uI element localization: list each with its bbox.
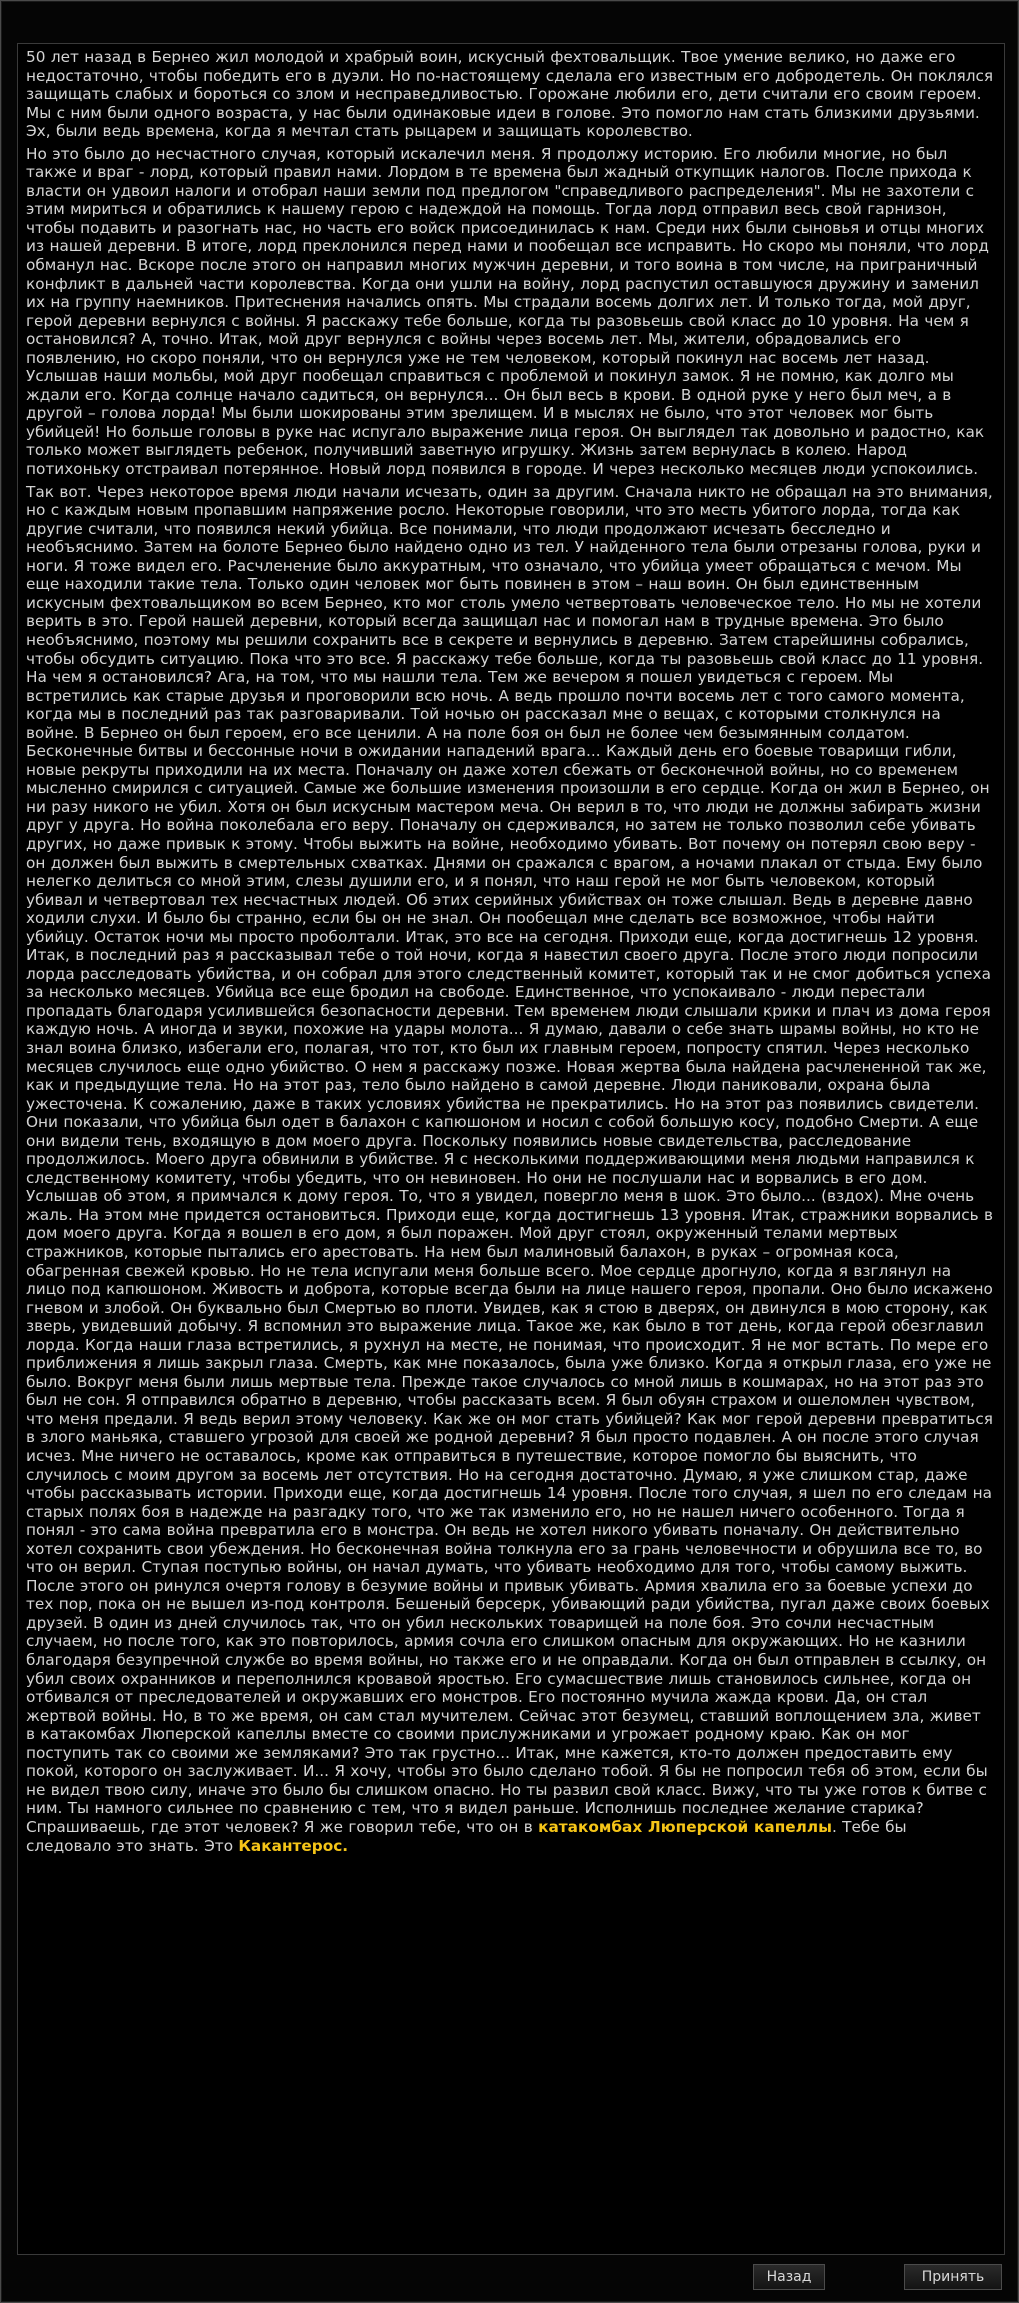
accept-button[interactable]: Принять — [904, 2264, 1002, 2290]
location-highlight: катакомбах Люперской капеллы — [538, 1817, 832, 1836]
back-button[interactable]: Назад — [753, 2264, 825, 2290]
end-punctuation: . — [342, 1836, 349, 1855]
story-paragraph-1: 50 лет назад в Бернео жил молодой и храбрый воин, искусный фехтовальщик. Твое умение велико, но даже его недостаточно, чтобы победить его в дуэли. Но по-настоящему сделала его известным его добродетель. Он поклялся защищать слабых и бороться со злом и несправедливостью. Горожане любили его, дети считали его своим героем. Мы с ним были одного возраста, у нас были одинаковые идеи в голове. Это помогло нам стать близкими друзьями. Эх, были ведь времена, когда я мечтал стать рыцарем и защищать королевство. — [26, 48, 994, 141]
story-after-location: . Тебе бы следовало это знать. Это — [26, 1817, 907, 1855]
story-paragraph-3 — [26, 483, 994, 1855]
story-paragraph-3-text: Так вот. Через некоторое время люди начали исчезать, один за другим. Сначала никто не обращал на это внимания, но с каждым новым пропавшим напряжение росло. Некоторые говорили, что это месть убитого лорда, тогда как другие считали, что появился некий убийца. Все понимали, что люди продолжают исчезать бесследно и необъяснимо. Затем на болоте Бернео было найдено одно из тел. У найденного тела были отрезаны голова, руки и ноги. Я тоже видел его. Расчленение было аккуратным, что означало, что убийца умеет обращаться с мечом. Мы еще находили такие тела. Только один человек мог быть повинен в этом – наш воин. Он был единственным искусным фехтовальщиком во всем Бернео, кто мог столь умело четвертовать человеческое тело. Но мы не хотели верить в это. Герой нашей деревни, который всегда защищал нас и помогал нам в трудные времена. Это было необъяснимо, поэтому мы решили сохранить все в секрете и вернулись в деревню. Затем старейшины собрались, чтобы обсудить ситуацию. Пока что это все. Я расскажу тебе больше, когда ты разовьешь свой класс до 11 уровня. На чем я остановился? Ага, на том, что мы нашли тела. Тем же вечером я пошел увидеться с героем. Мы встретились как старые друзья и проговорили всю ночь. А ведь прошло почти восемь лет с того самого момента, когда мы в последний раз так разговаривали. Той ночью он рассказал мне о вещах, с которыми столкнулся на войне. В Бернео он был героем, его все ценили. А на поле боя он был не более чем безымянным солдатом. Бесконечные битвы и бессонные ночи в ожидании нападений врага... Каждый день его боевые товарищи гибли, новые рекруты приходили на их места. Поначалу он даже хотел сбежать от бесконечной войны, но со временем мысленно смирился с ситуацией. Самые же большие изменения произошли в его сердце. Когда он жил в Бернео, он ни разу никого не убил. Хотя он был искусным мастером меча. Он верил в то, что люди не должны забирать жизни друг у друга. Но война поколебала его веру. Поначалу он сдерживался, но затем не только позволил себе убивать других, но даже привык к этому. Чтобы выжить на войне, необходимо убивать. Вот почему он потерял свою веру - он должен был выжить в смертельных схватках. Днями он сражался с врагом, а ночами плакал от стыда. Ему было нелегко делиться со мной этим, слезы душили его, и я понял, что наш герой не мог быть человеком, который убивал и четвертовал тех несчастных людей. Об этих серийных убийствах он тоже слышал. Ведь в деревне давно ходили слухи. И было бы странно, если бы он не знал. Он пообещал мне сделать все возможное, чтобы найти убийцу. Остаток ночи мы просто проболтали. Итак, это все на сегодня. Приходи еще, когда достигнешь 12 уровня. Итак, в последний раз я рассказывал тебе о той ночи, когда я навестил своего друга. После этого люди попросили лорда расследовать убийства, и он собрал для этого следственный комитет, который так и не смог добиться успеха за несколько месяцев. Убийца все еще бродил на свободе. Единственное, что успокаивало - люди перестали пропадать благодаря усилившейся безопасности деревни. Тем временем люди слышали крики и плач из дома героя каждую ночь. А иногда и звуки, похожие на удары молота... Я думаю, давали о себе знать шрамы войны, но кто не знал воина близко, избегали его, полагая, что тот, кто был их главным героем, попросту спятил. Через несколько месяцев случилось еще одно убийство. О нем я расскажу позже. Новая жертва была найдена расчлененной так же, как и предыдущие тела. Но на этот раз, тело было найдено в самой деревне. Люди паниковали, охрана была ужесточена. К сожалению, даже в таких условиях убийства не прекратились. Но на этот раз появились свидетели. Они показали, что убийца был одет в балахон с капюшоном и носил с собой большую косу, подобно Смерти. А еще они видели тень, входящую в дом моего друга. Поскольку появились новые свидетельства, расследование продолжилось. Моего друга обвинили в убийстве. Я с несколькими поддерживающими меня людьми направился к следственному комитету, чтобы убедить, что он невиновен. Но они не послушали нас и ворвались в его дом. Услышав об этом, я примчался к дому героя. То, что я увидел, повергло меня в шок. Это было... (вздох). Мне очень жаль. На этом мне придется остановиться. Приходи еще, когда достигнешь 13 уровня. Итак, стражники ворвались в дом моего друга. Когда я вошел в его дом, я был поражен. Мой друг стоял, окруженный телами мертвых стражников, которые пытались его арестовать. На нем был малиновый балахон, в руках – огромная коса, обагренная свежей кровью. Но не тела испугали меня больше всего. Мое сердце дрогнуло, когда я взглянул на лицо под капюшоном. Живость и доброта, которые всегда были на лице нашего героя, пропали. Оно было искажено гневом и злобой. Он буквально был Смертью во плоти. Увидев, как я стою в дверях, он двинулся в мою сторону, как зверь, увидевший добычу. Я вспомнил это выражение лица. Такое же, как было в тот день, когда герой обезглавил лорда. Когда наши глаза встретились, я рухнул на месте, не понимая, что происходит. Я не мог встать. По мере его приближения я лишь закрыл глаза. Смерть, как мне показалось, была уже близко. Когда я открыл глаза, его уже не было. Вокруг меня были лишь мертвые тела. Прежде такое случалось со мной лишь в кошмарах, но на этот раз это был не сон. Я отправился обратно в деревню, чтобы рассказать всем. Я был обуян страхом и ошеломлен чувством, что меня предали. Я ведь верил этому человеку. Как же он мог стать убийцей? Как мог герой деревни превратиться в злого маньяка, ставшего угрозой для своей же родной деревни? Я был просто подавлен. А он после этого случая исчез. Мне ничего не оставалось, кроме как отправиться в путешествие, которое помогло бы выяснить, что случилось с моим другом за восемь лет отсутствия. Но на сегодня достаточно. Думаю, я уже слишком стар, даже чтобы рассказывать истории. Приходи еще, когда достигнешь 14 уровня. После того случая, я шел по его следам на старых полях боя в надежде на разгадку того, что же так изменило его, но не нашел ничего особенного. Тогда я понял - это сама война превратила его в монстра. Он ведь не хотел никого убивать поначалу. Он действительно хотел сохранить свои убеждения. Но бесконечная война толкнула его за грань человечности и обрушила все то, во что он верил. Ступая поступью войны, он начал думать, что убивать необходимо для того, чтобы самому выжить. После этого он ринулся очертя голову в безумие войны и привык убивать. Армия хвалила его за боевые успехи до тех пор, пока он не вышел из-под контроля. Бешеный берсерк, убивающий ради убийства, пугал даже своих боевых друзей. В один из дней случилось так, что он убил нескольких товарищей на поле боя. Это сочли несчастным случаем, но после того, как это повторилось, армия сочла его слишком опасным для окружающих. Но не казнили благодаря безупречной службе во время войны, но также его и не оправдали. Когда он был отправлен в ссылку, он убил своих охранников и переполнился кровавой яростью. Его сумасшествие лишь становилось сильнее, когда он отбивался от преследователей и окружавших его монстров. Его постоянно мучила жажда крови. Да, он стал жертвой войны. Но, в то же время, он сам стал мучителем. Сейчас этот безумец, ставший воплощением зла, живет в катакомбах Люперской капеллы вместе со своими прислужниками и угрожает родному краю. Как он мог поступить так со своими же земляками? Это так грустно... Итак, мне кажется, кто-то должен предоставить ему покой, которого он заслуживает. И... Я хочу, чтобы это было сделано тобой. Я бы не попросил тебя об этом, если бы не видел твою силу, иначе это было бы слишком опасно. Но ты развил свой класс. Вижу, что ты уже готов к битве с ним. Ты намного сильнее по сравнению с тем, что я видел раньше. Исполнишь последнее желание старика? Спрашиваешь, где этот человек? Я же говорил тебе, что он в — [26, 482, 994, 1836]
story-paragraph-2: Но это было до несчастного случая, который искалечил меня. Я продолжу историю. Его любили многие, но был также и враг - лорд, который правил нами. Лордом в те времена был жадный откупщик налогов. После прихода к власти он удвоил налоги и отобрал наши земли под предлогом "справедливого распределения". Мы не захотели с этим мириться и обратились к нашему герою с надеждой на помощь. Тогда лорд отправил весь свой гарнизон, чтобы подавить и разогнать нас, но часть его войск присоединилась к нам. Среди них были сыновья и отцы многих из нашей деревни. В итоге, лорд преклонился перед нами и пообещал все исправить. Но скоро мы поняли, что лорд обманул нас. Вскоре после этого он направил многих мужчин деревни, и того воина в том числе, на приграничный конфликт в дальней части королевства. Когда они ушли на войну, лорд распустил оставшуюся дружину и заменил их на группу наемников. Притеснения начались опять. Мы страдали восемь долгих лет. И только тогда, мой друг, герой деревни вернулся с войны. Я расскажу тебе больше, когда ты разовьешь свой класс до 10 уровня. На чем я остановился? А, точно. Итак, мой друг вернулся с войны через восемь лет. Мы, жители, обрадовались его появлению, но скоро поняли, что он вернулся уже не тем человеком, который покинул нас восемь лет назад. Услышав наши мольбы, мой друг пообещал справиться с проблемой и покинул замок. Я не помню, как долго мы ждали его. Когда солнце начало садиться, он вернулся... Он был весь в крови. В одной руке у него был меч, а в другой – голова лорда! Мы были шокированы этим зрелищем. И в мыслях не было, что этот человек мог быть убийцей! Но больше головы в руке нас испугало выражение лица героя. Он выглядел так довольно и радостно, как только может выглядеть ребенок, получивший заветную игрушку. Жизнь затем вернулась в колею. Народ потихоньку отстраивал потерянное. Новый лорд появился в городе. И через несколько месяцев люди успокоились. — [26, 144, 990, 479]
boss-name-highlight: Какантерос — [238, 1836, 343, 1855]
story-text-panel — [17, 43, 1005, 2255]
